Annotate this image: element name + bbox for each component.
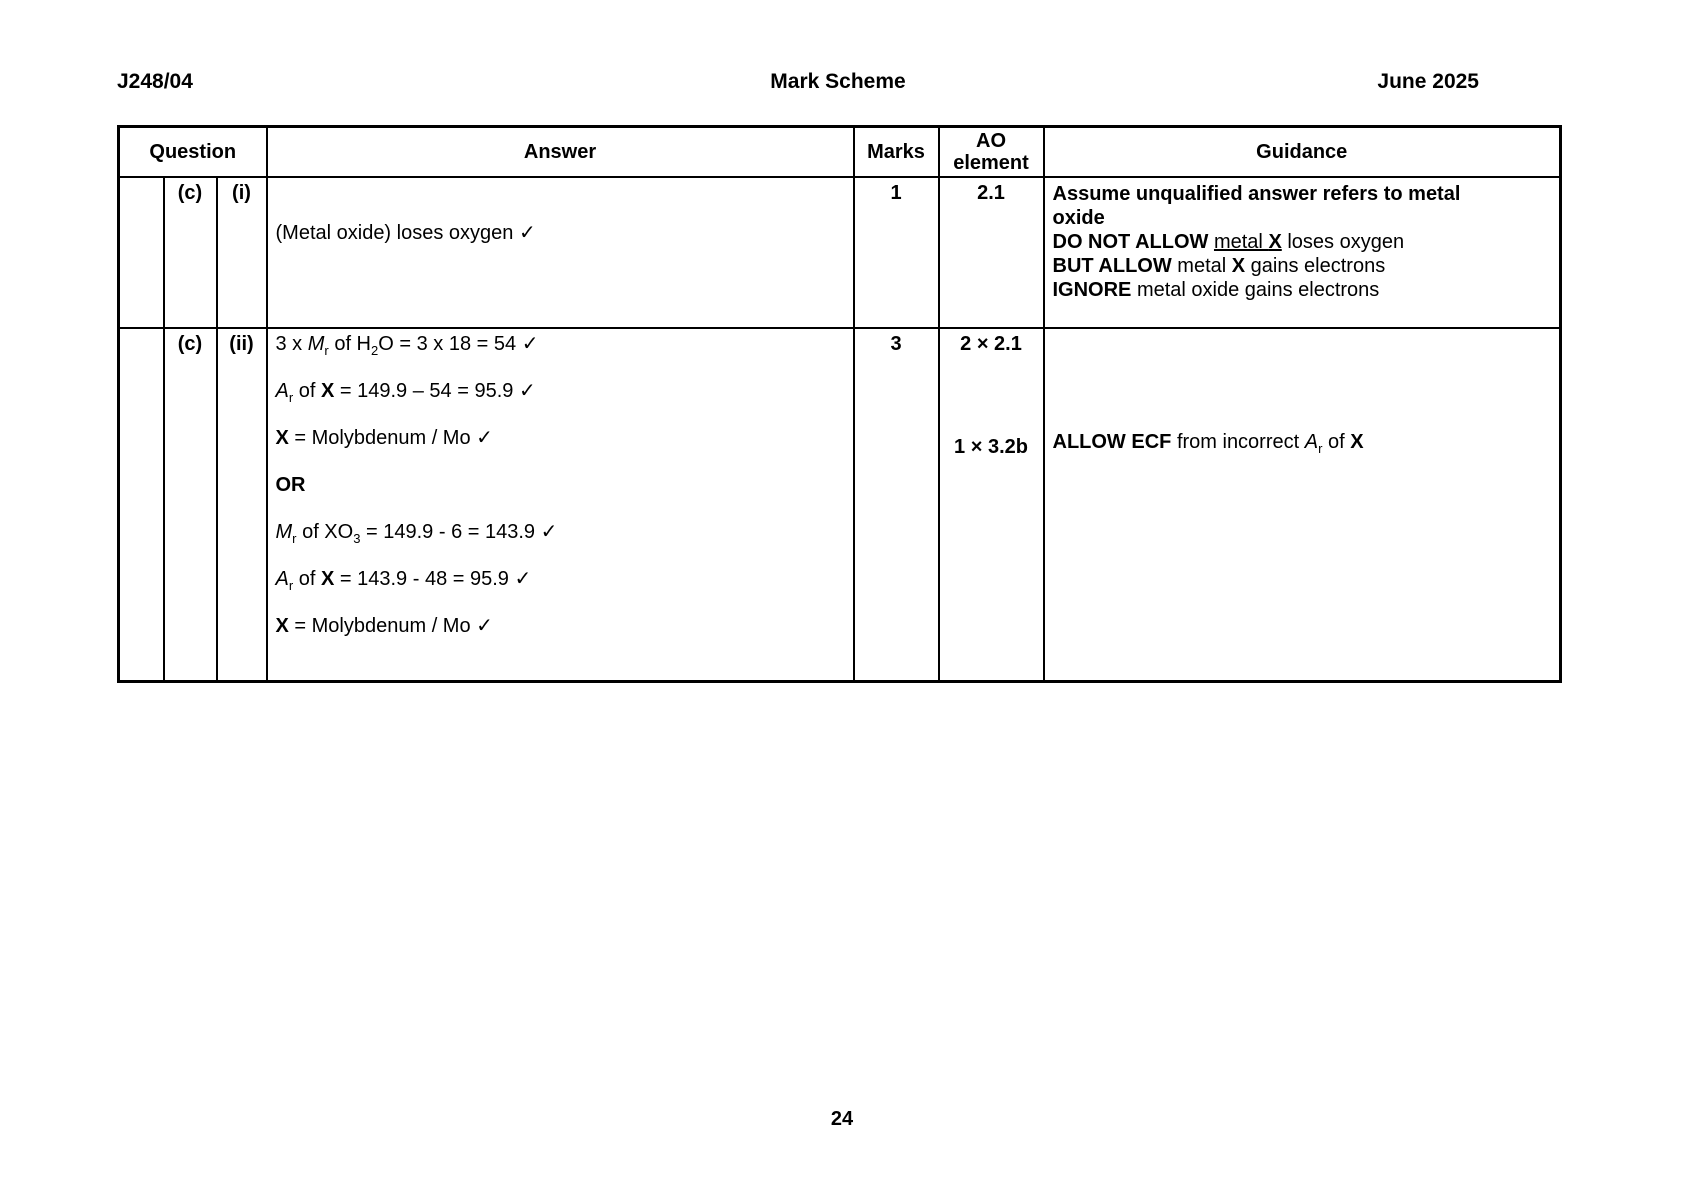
- question-part-label: (c): [164, 328, 217, 682]
- question-number-cell: [119, 177, 164, 328]
- text-line: OR: [275, 474, 306, 496]
- document-title: Mark Scheme: [770, 70, 906, 93]
- text-line: 3 x $M_r$ of $H_2O = 3$ x 18 = 54 ✓: [275, 333, 539, 358]
- tick-icon: ✓: [540, 521, 558, 543]
- page-number: 24: [830, 1108, 854, 1130]
- ao-element-cell: [939, 177, 1044, 328]
- guidance-lines: [1053, 182, 1552, 302]
- text-line: $A_r$ of X = 143.9 - 48 = 95.9 ✓: [275, 568, 532, 593]
- session-date: June 2025: [1377, 70, 1479, 93]
- question-part-label: (c): [164, 177, 217, 328]
- col-header-ao-line2: element: [953, 152, 1029, 174]
- ao-value-top: 2 × 2.1: [960, 333, 1022, 355]
- question-number-cell: [119, 328, 164, 682]
- col-header-answer: Answer: [267, 127, 854, 178]
- col-header-question: Question: [119, 127, 267, 178]
- col-header-ao-line1: AO: [976, 130, 1006, 152]
- answer-line: (Metal oxide) loses oxygen ✓: [275, 222, 536, 244]
- tick-icon: ✓: [521, 333, 539, 355]
- col-header-ao-element: [939, 127, 1044, 178]
- guidance-line: ALLOW ECF from incorrect $A_r$ of X: [1052, 431, 1364, 456]
- tick-icon: ✓: [518, 222, 536, 244]
- answer-lines: [276, 333, 845, 638]
- col-header-marks: Marks: [854, 127, 939, 178]
- question-subpart-label: (ii): [217, 328, 267, 682]
- answer-cell: [267, 328, 854, 682]
- text-line: $A_r$ of X = 149.9 – 54 = 95.9 ✓: [275, 380, 536, 405]
- text-line: X = Molybdenum / Mo ✓: [275, 427, 493, 449]
- text-line: oxide: [1052, 207, 1105, 229]
- marks-cell: 1: [854, 177, 939, 328]
- marks-cell: 3: [854, 328, 939, 682]
- ao-value-bottom: 1 × 3.2b: [954, 436, 1028, 458]
- col-header-guidance: Guidance: [1044, 127, 1561, 178]
- table-header-row: [119, 127, 1561, 178]
- ao-value: 2.1: [977, 182, 1005, 204]
- question-subpart-label: (i): [217, 177, 267, 328]
- guidance-cell: [1044, 177, 1561, 328]
- ao-element-cell: [939, 328, 1044, 682]
- tick-icon: ✓: [476, 615, 493, 637]
- table-row-c-ii: [119, 328, 1561, 682]
- mark-scheme-table: [117, 125, 1562, 683]
- text-line: IGNORE metal oxide gains electrons: [1052, 279, 1380, 301]
- text-line: BUT ALLOW metal X gains electrons: [1052, 255, 1386, 277]
- tick-icon: ✓: [476, 427, 493, 449]
- text-line: Assume unqualified answer refers to metal: [1052, 183, 1461, 205]
- paper-code: J248/04: [117, 70, 193, 93]
- text-line: X = Molybdenum / Mo ✓: [275, 615, 493, 637]
- table-row-c-i: [119, 177, 1561, 328]
- tick-icon: ✓: [514, 568, 532, 590]
- page-header: [117, 70, 1559, 94]
- guidance-cell: [1044, 328, 1561, 682]
- text-line: DO NOT ALLOW metal X loses oxygen: [1052, 231, 1405, 253]
- answer-cell: [267, 177, 854, 328]
- tick-icon: ✓: [518, 380, 536, 402]
- text-line: $M_r$ of $XO_3 = 149.9 - 6 = 143.9$ ✓: [275, 521, 558, 546]
